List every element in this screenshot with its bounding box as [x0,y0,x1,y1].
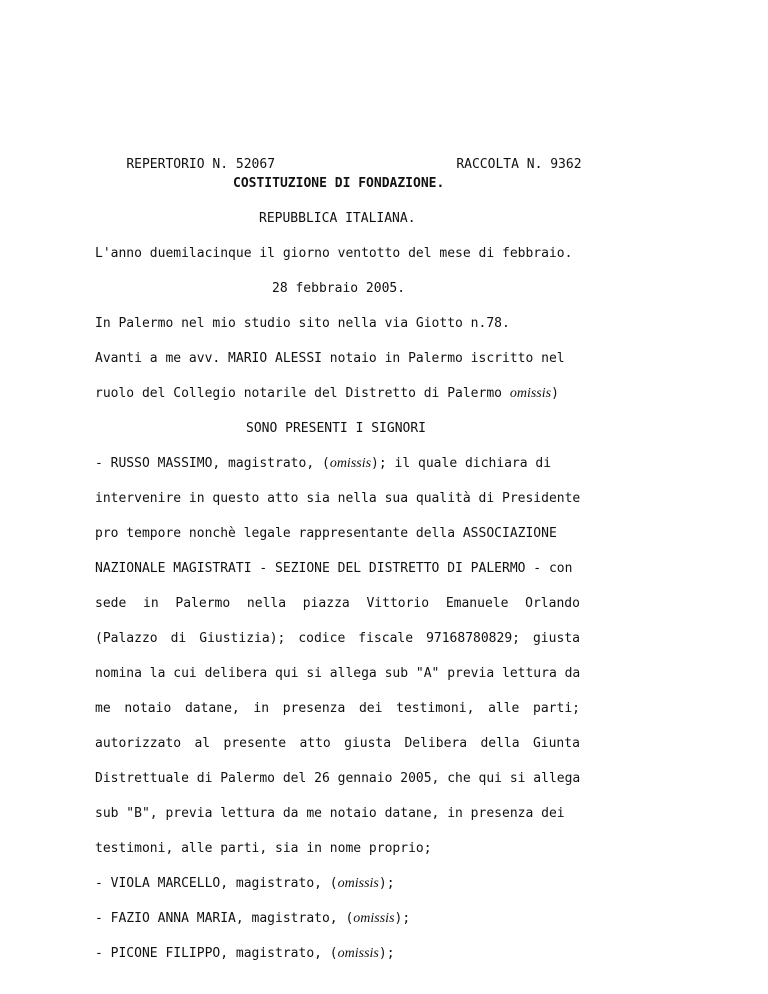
person-line [95,876,580,892]
body-line-justified [95,736,580,752]
person-line [95,946,580,962]
word: Palermo [175,596,231,611]
word: alle [488,701,520,716]
omissis-text: omissis [329,456,372,471]
notary-line-1: Avanti a me avv. MARIO ALESSI notaio in Palermo iscritto nel [95,351,565,366]
word: me [95,701,111,716]
person-prefix: - VIOLA MARCELLO, magistrato, ( [95,876,338,891]
word: sede [95,596,127,611]
russo-line [95,456,580,472]
word: della [480,736,520,751]
word: Orlando [525,596,580,611]
place-text: In Palermo nel mio studio sito nella via Giotto n.78. [95,316,510,331]
person-suffix: ); [378,946,395,961]
repertorio-number: REPERTORIO N. 52067 [126,157,276,172]
word: parti; [533,701,580,716]
body-line-justified [95,596,580,612]
person-line [95,911,580,927]
notary-line-2-suffix: ) [551,386,559,401]
presenti-heading: SONO PRESENTI I SIGNORI [246,421,427,436]
date-text: L'anno duemilacinque il giorno ventotto del mese di febbraio. [95,246,573,261]
word: in [143,596,159,611]
word: testimoni, [396,701,475,716]
body-line: Distrettuale di Palermo del 26 gennaio 2005, che qui si allega [95,771,581,786]
raccolta-number: RACCOLTA N. 9362 [456,157,582,172]
word: notaio [124,701,172,716]
word: al [194,736,211,751]
word: atto [299,736,331,751]
word: giusta [532,631,580,646]
body-line: pro tempore nonchè legale rappresentante della ASSOCIAZIONE [95,526,557,541]
body-line: sub "B", previa lettura da me notaio datane, in presenza dei [95,806,565,821]
body-line: intervenire in questo atto sia nella sua qualità di Presidente [95,491,581,506]
person-suffix: ); [394,911,411,926]
omissis-text: omissis [337,876,379,891]
word: piazza [302,596,350,611]
word: presenza [282,701,346,716]
republic-heading: REPUBBLICA ITALIANA. [259,211,416,226]
body-line: NAZIONALE MAGISTRATI - SEZIONE DEL DISTRETTO DI PALERMO - con [95,561,573,576]
word: 97168780829; [426,631,520,646]
word: Delibera [404,736,468,751]
word: di [170,631,187,646]
word: dei [358,701,383,716]
omissis-text: omissis [337,946,379,961]
word: giusta [344,736,392,751]
word: datane, [184,701,240,716]
word: nella [246,596,287,611]
word: fiscale [358,631,414,646]
russo-suffix: ); il quale dichiara di [371,456,552,471]
word: Giunta [532,736,580,751]
date-short: 28 febbraio 2005. [272,281,406,296]
notary-line-2-prefix: ruolo del Collegio notarile del Distretto di Palermo [95,386,510,401]
body-line-justified [95,701,580,717]
word: Emanuele [445,596,509,611]
word: codice [298,631,346,646]
word: presente [223,736,287,751]
notary-line-2 [95,386,580,402]
word: (Palazzo [95,631,158,646]
body-line: testimoni, alle parti, sia in nome proprio; [95,841,432,856]
body-line-justified [95,631,580,647]
omissis-text: omissis [353,911,395,926]
russo-prefix: - RUSSO MASSIMO, magistrato, ( [95,456,330,471]
person-suffix: ); [378,876,395,891]
word: in [253,701,270,716]
person-prefix: - FAZIO ANNA MARIA, magistrato, ( [95,911,354,926]
word: Giustizia); [199,631,286,646]
omissis-text: omissis [509,386,552,401]
body-line: nomina la cui delibera qui si allega sub "A" previa lettura da [95,666,581,681]
document-title: COSTITUZIONE DI FONDAZIONE. [233,176,445,191]
word: autorizzato [95,736,182,751]
person-prefix: - PICONE FILIPPO, magistrato, ( [95,946,338,961]
word: Vittorio [366,596,430,611]
